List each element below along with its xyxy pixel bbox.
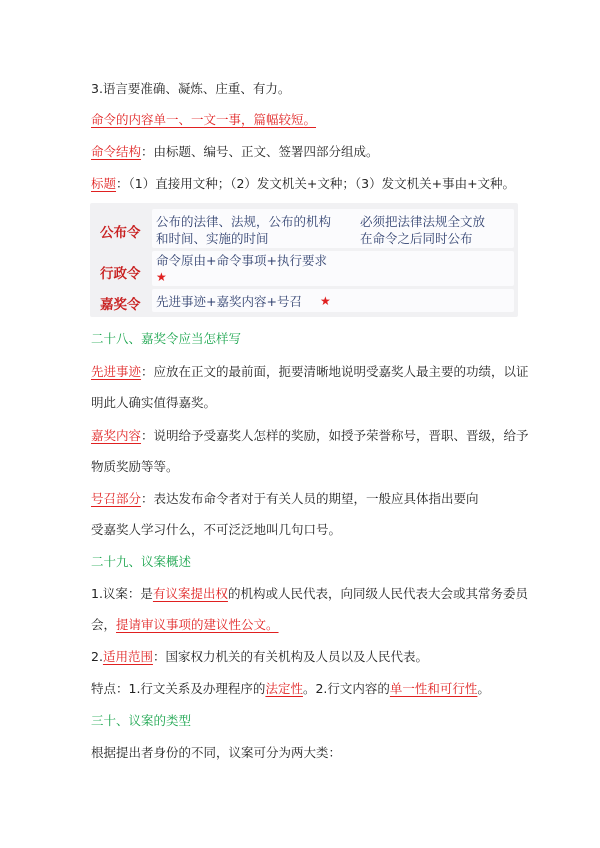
command-types-table xyxy=(90,203,518,317)
row-text: 命令原由+命令事项+执行要求 xyxy=(156,253,327,268)
paragraph-jiajiang xyxy=(91,427,529,445)
paragraph-jiajiang-cont: 物质奖励等等。 xyxy=(91,459,179,474)
heading-30: 三十、议案的类型 xyxy=(91,713,192,728)
paragraph-haozhao-cont: 受嘉奖人学习什么，不可泛泛地叫几句口号。 xyxy=(91,522,342,537)
yian-highlight: 有议案提出权 xyxy=(152,586,228,601)
yian-text: 的机构或人民代表，向同级人民代表大会或其常务委员 xyxy=(227,586,528,601)
xianjin-text: ：应放在正文的最前面，扼要清晰地说明受嘉奖人最主要的功绩，以证 xyxy=(141,364,529,379)
row-text: 和时间、实施的时间 xyxy=(156,231,269,246)
fanwei-label: 适用范围 xyxy=(102,649,153,664)
paragraph-content-summary: 命令的内容单一、一文一事，篇幅较短。 xyxy=(91,112,317,127)
row-label: 公布令 xyxy=(100,225,141,241)
tedian-highlight: 单一性和可行性 xyxy=(389,681,478,696)
row-text: 必须把法律法规全文放 xyxy=(360,214,486,229)
paragraph-yian xyxy=(91,585,528,603)
paragraph-tedian xyxy=(91,680,490,698)
table-row-xingzhengling xyxy=(90,251,518,289)
tedian-highlight: 法定性 xyxy=(265,681,303,696)
paragraph-xianjin xyxy=(91,363,529,381)
paragraph-haozhao xyxy=(91,490,479,508)
yian-pre2: 会， xyxy=(91,617,117,632)
paragraph-fanwei xyxy=(91,648,428,666)
row-text: 先进事迹+嘉奖内容+号召 xyxy=(156,294,302,309)
tedian-post: 。 xyxy=(477,681,490,696)
paragraph-title xyxy=(91,175,515,193)
row-text: 在命令之后同时公布 xyxy=(360,231,473,246)
paragraph-last: 根据提出者身份的不同，议案可分为两大类： xyxy=(91,745,342,760)
tedian-pre: 特点：1.行文关系及办理程序的 xyxy=(91,681,266,696)
structure-label: 命令结构 xyxy=(91,144,142,159)
star-icon: ★ xyxy=(156,270,167,284)
paragraph-yian-cont xyxy=(91,616,279,634)
paragraph-xianjin-cont: 明此人确实值得嘉奖。 xyxy=(91,395,217,410)
heading-28: 二十八、嘉奖令应当怎样写 xyxy=(91,331,242,346)
title-text: ：（1）直接用文种；（2）发文机关+文种；（3）发文机关+事由+文种。 xyxy=(116,176,516,191)
jiajiang-label: 嘉奖内容 xyxy=(91,428,142,443)
structure-text: ：由标题、编号、正文、签署四部分组成。 xyxy=(141,144,379,159)
heading-29: 二十九、议案概述 xyxy=(91,554,192,569)
yian-pre: 1.议案：是 xyxy=(91,586,153,601)
fanwei-text: ：国家权力机关的有关机构及人员以及人民代表。 xyxy=(152,649,428,664)
table-row-jiajiangling xyxy=(90,289,518,315)
row-label: 行政令 xyxy=(100,266,141,282)
paragraph-structure xyxy=(91,143,379,161)
row-label: 嘉奖令 xyxy=(100,297,141,313)
star-icon: ★ xyxy=(320,294,331,308)
haozhao-label: 号召部分 xyxy=(91,491,142,506)
table-row-gongbuling xyxy=(90,209,518,251)
haozhao-text: ：表达发布命令者对于有关人员的期望，一般应具体指出要向 xyxy=(141,491,479,506)
row-text: 公布的法律、法规，公布的机构 xyxy=(156,214,332,229)
fanwei-pre: 2. xyxy=(91,649,103,664)
paragraph-language: 3.语言要准确、凝炼、庄重、有力。 xyxy=(91,81,291,96)
title-label: 标题 xyxy=(91,176,117,191)
jiajiang-text: ：说明给予受嘉奖人怎样的奖励，如授予荣誉称号，晋职、晋级，给予 xyxy=(141,428,529,443)
tedian-mid: 。2.行文内容的 xyxy=(302,681,390,696)
xianjin-label: 先进事迹 xyxy=(91,364,142,379)
yian-highlight: 提请审议事项的建议性公文。 xyxy=(116,617,279,632)
